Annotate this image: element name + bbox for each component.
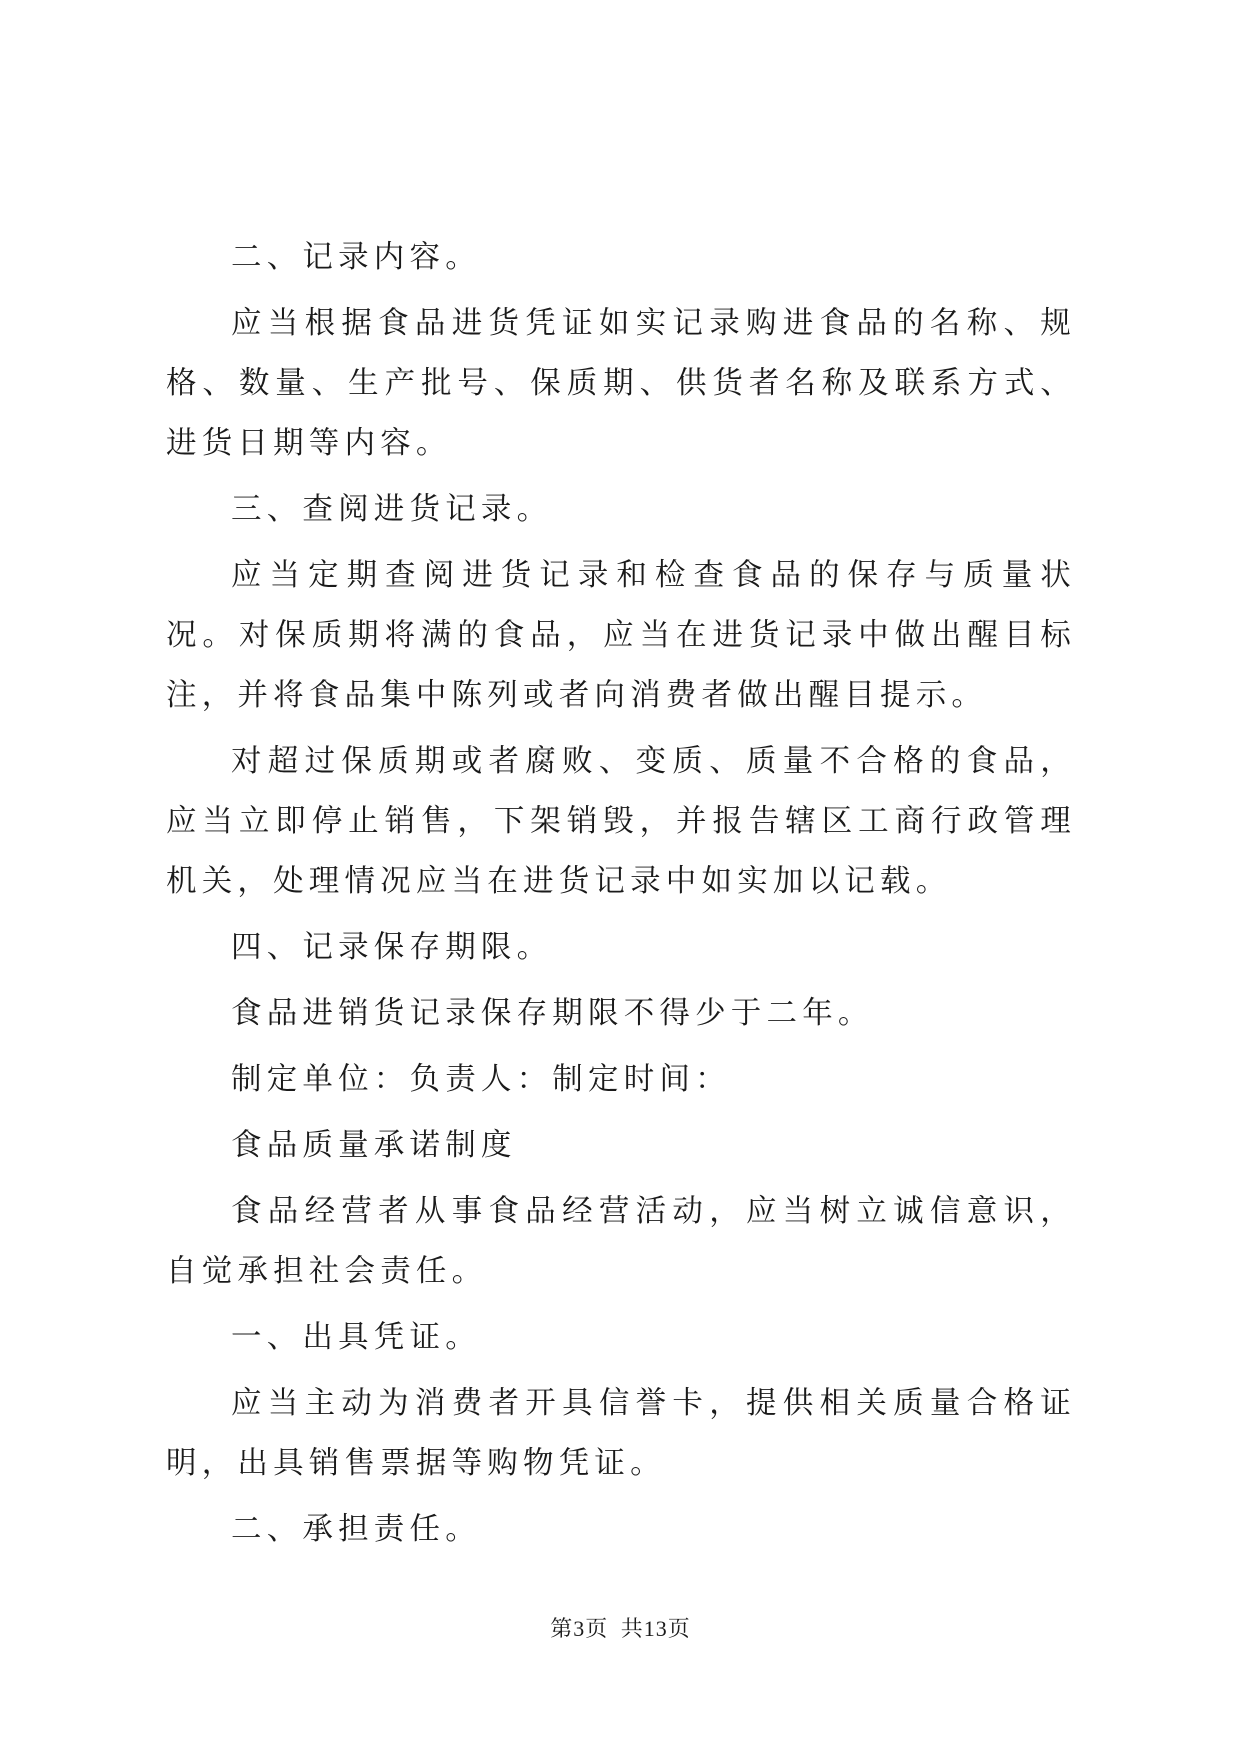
paragraph-issue-vouchers: 应当主动为消费者开具信誉卡，提供相关质量合格证明，出具销售票据等购物凭证。: [166, 1386, 1076, 1481]
paragraph-review-records: 应当定期查阅进货记录和检查食品的保存与质量状况。对保质期将满的食品，应当在进货记录中做出醒目标注，并将食品集中陈列或者向消费者做出醒目提示。: [166, 558, 1076, 713]
heading-bear-responsibility: 二、承担责任。: [231, 1512, 481, 1547]
heading-issue-vouchers: 一、出具凭证。: [231, 1320, 481, 1355]
paragraph-quality-commitment: 食品经营者从事食品经营活动，应当树立诚信意识，自觉承担社会责任。: [166, 1194, 1076, 1289]
page-number: 第3页: [550, 1616, 609, 1641]
paragraph-retention-period: 食品进销货记录保存期限不得少于二年。: [231, 996, 874, 1031]
page-total: 共13页: [620, 1616, 691, 1641]
signature-line: 制定单位：负责人：制定时间：: [231, 1062, 731, 1097]
paragraph-record-content: 应当根据食品进货凭证如实记录购进食品的名称、规格、数量、生产批号、保质期、供货者名称及联系方式、进货日期等内容。: [166, 306, 1076, 461]
heading-review-records: 三、查阅进货记录。: [231, 492, 553, 527]
heading-retention-period: 四、记录保存期限。: [231, 930, 553, 965]
document-body: [166, 228, 1076, 1566]
heading-record-content: 二、记录内容。: [231, 240, 481, 275]
page-footer: [0, 1612, 1241, 1643]
paragraph-expired-food: 对超过保质期或者腐败、变质、质量不合格的食品，应当立即停止销售，下架销毁，并报告辖区工商行政管理机关，处理情况应当在进货记录中如实加以记载。: [166, 744, 1076, 899]
section-title-quality-commitment: 食品质量承诺制度: [231, 1128, 517, 1163]
